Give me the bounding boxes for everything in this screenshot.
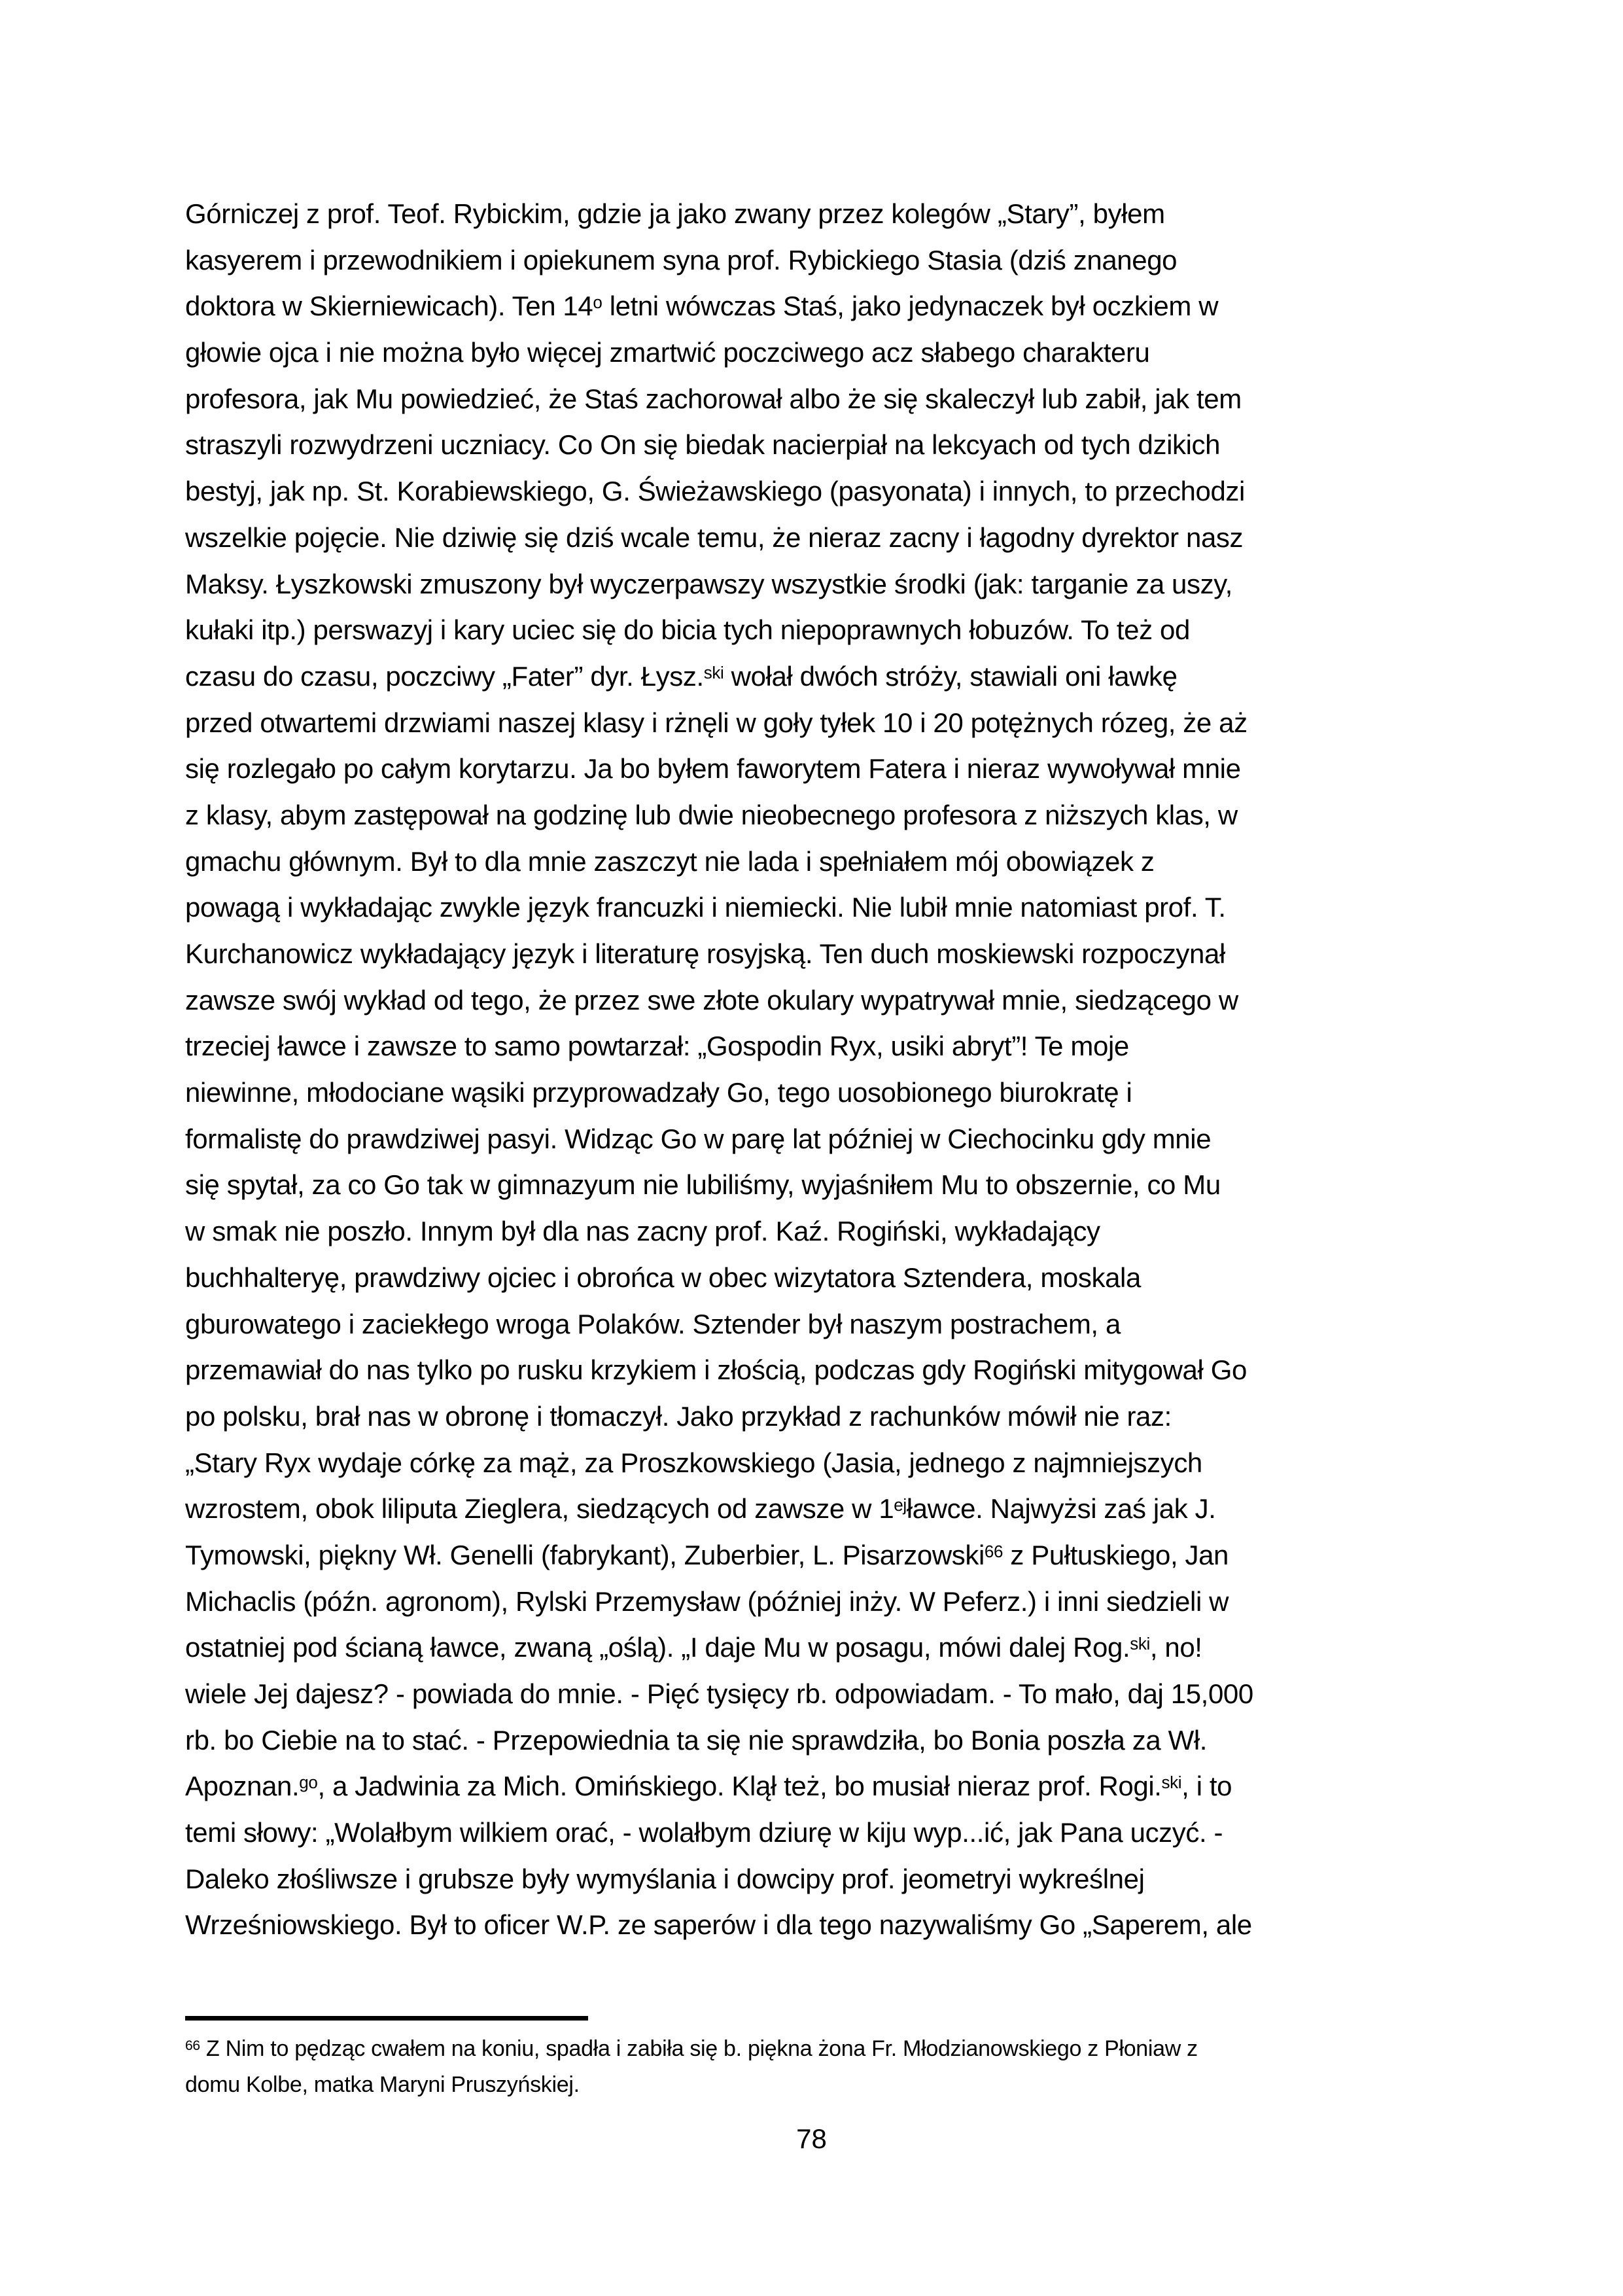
text-line	[185, 2067, 1444, 2103]
text-line	[185, 1023, 1444, 1070]
text-segment: wiele Jej dajesz? - powiada do mnie. - Pięć tysięcy rb. odpowiadam. - To mało, daj 15,000	[185, 1678, 1253, 1709]
superscript-text: ej	[894, 1495, 907, 1515]
text-line	[185, 1902, 1444, 1949]
text-segment: rb. bo Ciebie na to stać. - Przepowiednia ta się nie sprawdziła, bo Bonia poszła za Wł.	[185, 1724, 1208, 1756]
text-line	[185, 1347, 1444, 1394]
text-line	[185, 654, 1444, 700]
text-line	[185, 839, 1444, 885]
text-segment: Kurchanowicz wykładający język i literaturę rosyjską. Ten duch moskiewski rozpoczynał	[185, 938, 1225, 969]
text-segment: z klasy, abym zastępował na godzinę lub dwie nieobecnego profesora z niższych klas, w	[185, 799, 1238, 830]
text-line	[185, 1718, 1444, 1764]
text-line	[185, 1856, 1444, 1903]
text-line	[185, 1116, 1444, 1163]
text-line	[185, 1810, 1444, 1856]
text-segment: czasu do czasu, poczciwy „Fater” dyr. Łysz.	[185, 660, 704, 692]
text-segment: niewinne, młodociane wąsiki przyprowadzały Go, tego uosobionego biurokratę i	[185, 1077, 1132, 1108]
page-number: 78	[796, 2123, 827, 2154]
main-paragraph	[185, 191, 1444, 1949]
text-line	[185, 561, 1444, 608]
superscript-text: 66	[185, 2038, 200, 2054]
text-segment: się spytał, za co Go tak w gimnazyum nie lubiliśmy, wyjaśniłem Mu to obszernie, co Mu	[185, 1169, 1221, 1201]
text-segment: Michaclis (późn. agronom), Rylski Przemysław (później inży. W Peferz.) i inni siedzieli w	[185, 1585, 1229, 1617]
text-line	[185, 468, 1444, 515]
footnote	[185, 2031, 1444, 2103]
text-segment: Z Nim to pędząc cwałem na koniu, spadła i zabiła się b. piękna żona Fr. Młodzianowskiego z Płoniaw z	[200, 2036, 1198, 2061]
text-line	[185, 376, 1444, 423]
text-segment: przed otwartemi drzwiami naszej klasy i rżnęli w goły tyłek 10 i 20 potężnych rózeg, że aż	[185, 707, 1248, 738]
text-line	[185, 1532, 1444, 1579]
text-line	[185, 931, 1444, 978]
text-segment: , i to	[1181, 1771, 1232, 1802]
text-segment: domu Kolbe, matka Maryni Pruszyńskiej.	[185, 2072, 580, 2097]
text-segment: trzeciej ławce i zawsze to samo powtarzał: „Gospodin Ryx, usiki abryt”! Te moje	[185, 1031, 1129, 1062]
superscript-text: ski	[703, 662, 724, 682]
text-line	[185, 978, 1444, 1024]
footnote-separator	[185, 2016, 588, 2021]
text-line	[185, 2031, 1444, 2067]
text-segment: wzrostem, obok liliputa Zieglera, siedzących od zawsze w 1	[185, 1493, 894, 1525]
text-segment: gburowatego i zaciekłego wroga Polaków. Sztender był naszym postrachem, a	[185, 1308, 1121, 1339]
text-line	[185, 1301, 1444, 1348]
text-segment: Górniczej z prof. Teof. Rybickim, gdzie ja jako zwany przez kolegów „Stary”, byłem	[185, 198, 1165, 229]
text-line	[185, 515, 1444, 561]
text-line	[185, 283, 1444, 330]
text-segment: kasyerem i przewodnikiem i opiekunem syna prof. Rybickiego Stasia (dziś znanego	[185, 244, 1178, 275]
text-segment: powagą i wykładając zwykle język francuzki i niemiecki. Nie lubił mnie natomiast prof. T.	[185, 892, 1226, 923]
text-segment: głowie ojca i nie można było więcej zmartwić poczciwego acz słabego charakteru	[185, 337, 1150, 368]
text-segment: straszyli rozwydrzeni uczniacy. Co On się biedak nacierpiał na lekcyach od tych dzikich	[185, 429, 1221, 461]
text-segment: Daleko złośliwsze i grubsze były wymyślania i dowcipy prof. jeometryi wykreślnej	[185, 1863, 1145, 1894]
text-segment: się rozlegało po całym korytarzu. Ja bo byłem faworytem Fatera i nieraz wywoływał mnie	[185, 753, 1241, 785]
text-line	[185, 746, 1444, 792]
text-line	[185, 238, 1444, 284]
text-line	[185, 792, 1444, 839]
text-segment: w smak nie poszło. Innym był dla nas zacny prof. Kaź. Rogiński, wykładający	[185, 1216, 1100, 1247]
text-line	[185, 1763, 1444, 1810]
text-line	[185, 191, 1444, 238]
text-segment: ostatniej pod ścianą ławce, zwaną „oślą). „I daje Mu w posagu, mówi dalej Rog.	[185, 1632, 1130, 1663]
text-segment: buchhalteryę, prawdziwy ojciec i obrońca w obec wizytatora Sztendera, moskala	[185, 1262, 1141, 1293]
text-line	[185, 1255, 1444, 1301]
text-segment: przemawiał do nas tylko po rusku krzykiem i złością, podczas gdy Rogiński mitygował Go	[185, 1354, 1247, 1386]
text-segment: Maksy. Łyszkowski zmuszony był wyczerpawszy wszystkie środki (jak: targanie za uszy,	[185, 568, 1232, 599]
text-segment: doktora w Skierniewicach). Ten 14	[185, 291, 593, 322]
text-line	[185, 1162, 1444, 1209]
superscript-text: ski	[1130, 1634, 1150, 1654]
superscript-text: o	[593, 292, 602, 313]
text-segment: Wrześniowskiego. Był to oficer W.P. ze saperów i dla tego nazywaliśmy Go „Saperem, ale	[185, 1909, 1252, 1941]
text-line	[185, 1625, 1444, 1671]
text-segment: ławce. Najwyżsi zaś jak J.	[906, 1493, 1216, 1525]
text-segment: bestyj, jak np. St. Korabiewskiego, G. Świeżawskiego (pasyonata) i innych, to przechodzi	[185, 476, 1245, 507]
text-segment: Tymowski, piękny Wł. Genelli (fabrykant), Zuberbier, L. Pisarzowski	[185, 1539, 985, 1570]
text-segment: kułaki itp.) perswazyj i kary uciec się do bicia tych niepoprawnych łobuzów. To też od	[185, 614, 1190, 646]
text-segment: formalistę do prawdziwej pasyi. Widząc Go w parę lat później w Ciechocinku gdy mnie	[185, 1123, 1212, 1154]
text-line	[185, 1671, 1444, 1718]
text-line	[185, 330, 1444, 376]
superscript-text: ski	[1161, 1773, 1182, 1793]
text-segment: Apoznan.	[185, 1771, 300, 1802]
text-segment: temi słowy: „Wolałbym wilkiem orać, - wolałbym dziurę w kiju wyp...ić, jak Pana uczyć. -	[185, 1817, 1223, 1848]
text-line	[185, 1579, 1444, 1625]
text-segment: , no!	[1149, 1632, 1202, 1663]
text-segment: wołał dwóch stróży, stawiali oni ławkę	[724, 660, 1178, 692]
text-segment: „Stary Ryx wydaje córkę za mąż, za Proszkowskiego (Jasia, jednego z najmniejszych	[185, 1447, 1202, 1478]
superscript-text: 66	[984, 1542, 1003, 1562]
text-line	[185, 1486, 1444, 1532]
text-line	[185, 1440, 1444, 1487]
text-segment: z Pułtuskiego, Jan	[1003, 1539, 1229, 1570]
text-segment: letni wówczas Staś, jako jedynaczek był oczkiem w	[602, 291, 1219, 322]
text-segment: , a Jadwinia za Mich. Omińskiego. Klął też, bo musiał nieraz prof. Rogi.	[317, 1771, 1162, 1802]
text-line	[185, 1070, 1444, 1116]
superscript-text: go	[299, 1773, 318, 1793]
text-line	[185, 607, 1444, 654]
text-segment: zawsze swój wykład od tego, że przez swe złote okulary wypatrywał mnie, siedzącego w	[185, 984, 1238, 1016]
text-line	[185, 700, 1444, 747]
text-line	[185, 1394, 1444, 1440]
text-line	[185, 885, 1444, 931]
text-segment: profesora, jak Mu powiedzieć, że Staś zachorował albo że się skaleczył lub zabił, jak tem	[185, 383, 1242, 414]
text-line	[185, 422, 1444, 468]
text-segment: po polsku, brał nas w obronę i tłomaczył. Jako przykład z rachunków mówił nie raz:	[185, 1400, 1172, 1432]
text-line	[185, 1209, 1444, 1255]
text-segment: gmachu głównym. Był to dla mnie zaszczyt nie lada i spełniałem mój obowiązek z	[185, 845, 1155, 877]
text-segment: wszelkie pojęcie. Nie dziwię się dziś wcale temu, że nieraz zacny i łagodny dyrektor nasz	[185, 521, 1244, 553]
